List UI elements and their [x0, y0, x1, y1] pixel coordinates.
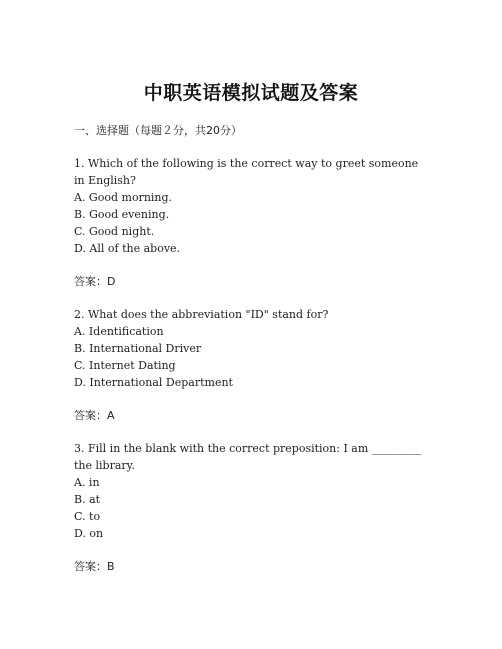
question-3 [74, 440, 426, 542]
option-b: B. International Driver [74, 342, 202, 355]
option-list [74, 323, 426, 391]
option-a: A. in [74, 476, 100, 489]
document-body [74, 122, 426, 591]
option-list [74, 474, 426, 542]
option-c: C. Good night. [74, 225, 155, 238]
answer-1: 答案：D [74, 275, 116, 288]
option-d: D. International Department [74, 376, 233, 389]
question-2 [74, 306, 426, 391]
option-c: C. Internet Dating [74, 359, 176, 372]
section-heading: 一、选择题（每题２分，共20分） [74, 124, 242, 137]
option-d: D. on [74, 527, 104, 540]
option-b: B. Good evening. [74, 208, 170, 221]
option-list [74, 189, 426, 257]
option-c: C. to [74, 510, 101, 523]
option-b: B. at [74, 493, 101, 506]
question-text: 1. Which of the following is the correct way to greet someone in English? [74, 157, 419, 187]
question-text: 2. What does the abbreviation "ID" stand for? [74, 308, 329, 321]
question-text: 3. Fill in the blank with the correct preposition: I am _________ the library. [74, 442, 422, 472]
answer-3: 答案：B [74, 560, 115, 573]
answer-2: 答案：A [74, 409, 115, 422]
question-1 [74, 155, 426, 257]
option-d: D. All of the above. [74, 242, 181, 255]
option-a: A. Good morning. [74, 191, 173, 204]
option-a: A. Identification [74, 325, 164, 338]
page-title: 中职英语模拟试题及答案 [143, 82, 359, 104]
